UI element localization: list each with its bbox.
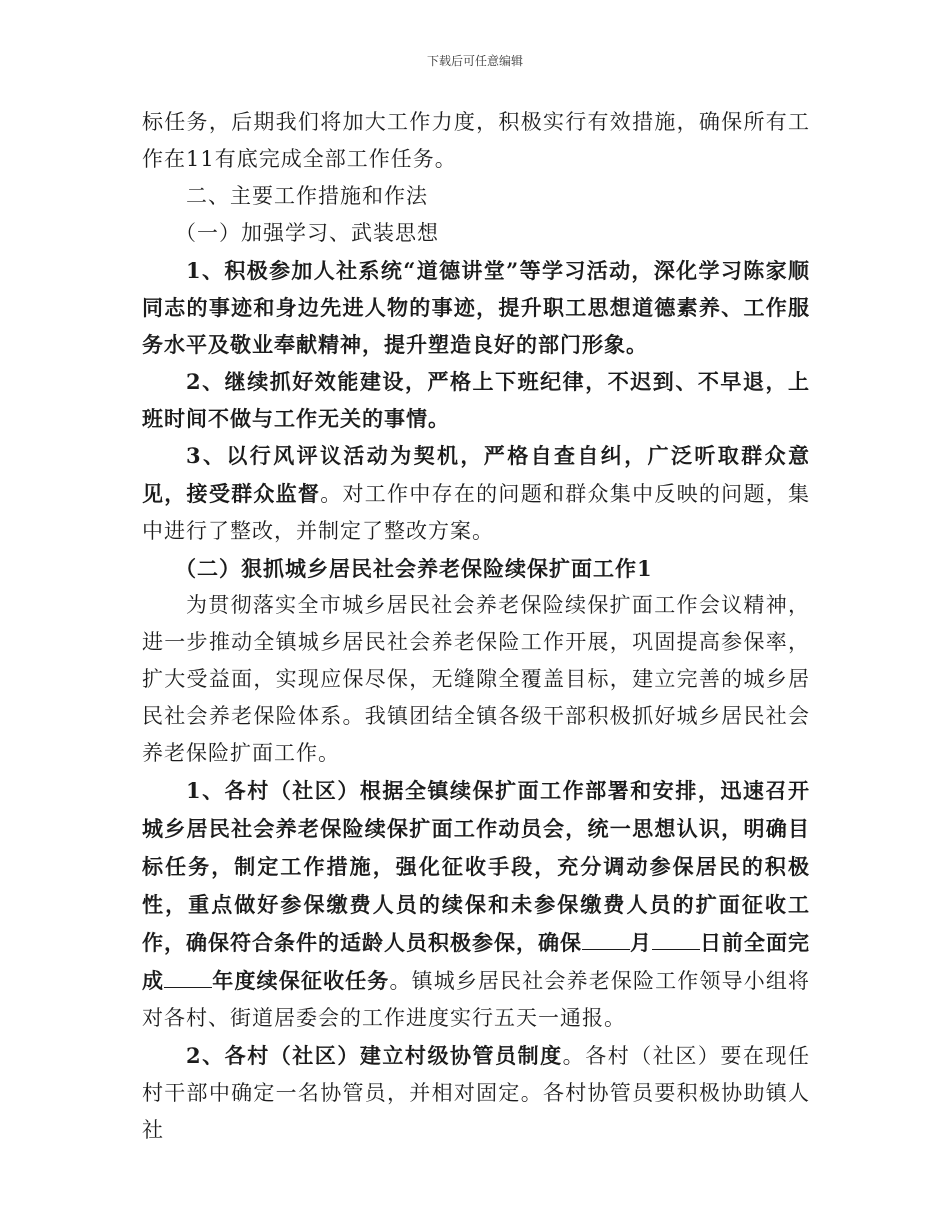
b2-bold-text: 2、各村（社区）建立村级协管员制度: [186, 1043, 563, 1068]
b2-plain-text: 。各村（社区）要在现任村干部中确定一名协管员，并相对固定。各村协管员要积极协助镇人社: [142, 1044, 810, 1142]
year-blank: [164, 967, 212, 988]
item-3-plain-text: 。对工作中存在的问题和群众集中反映的问题，集中进行了整改，并制定了整改方案。: [142, 482, 811, 543]
item-3-bold-text: 3、以行风评议活动为契机，严格自查自纠，广泛听取群众意见，接受群众监督: [142, 443, 810, 506]
item-3-review: [142, 437, 810, 550]
document-body: [142, 104, 810, 1149]
paragraph-continuation: 标任务，后期我们将加大工作力度，积极实行有效措施，确保所有工作在11有底完成全部工作任务。: [142, 110, 810, 171]
b1-day-label: 日前全面完成: [142, 930, 810, 993]
item-1-study: 1、积极参加人社系统“道德讲堂”等学习活动，深化学习陈家顺同志的事迹和身边先进人物的事迹，提升职工思想道德素养、工作服务水平及敬业奉献精神，提升塑造良好的部门形象。: [142, 258, 810, 357]
month-blank: [582, 929, 630, 950]
day-blank: [652, 929, 700, 950]
section-heading-2: 二、主要工作措施和作法: [186, 184, 428, 208]
paragraph-intro: 为贯彻落实全市城乡居民社会养老保险续保扩面工作会议精神，进一步推动全镇城乡居民社会养老保险工作开展，巩固提高参保率，扩大受益面，实现应保尽保，无缝隙全覆盖目标，建立完善的城乡居民社会养老保险体系。我镇团结全镇各级干部积极抓好城乡居民社会养老保险扩面工作。: [142, 593, 810, 765]
subsection-heading-2: （二）狠抓城乡居民社会养老保险续保扩面工作1: [175, 556, 653, 581]
b1-year-label: 年度续保征收任务: [212, 968, 390, 993]
item-b2-coordinator: [142, 1037, 810, 1149]
subsection-heading-1: （一）加强学习、武装思想: [175, 221, 439, 245]
b1-bold-text: 1、各村（社区）根据全镇续保扩面工作部署和安排，迅速召开城乡居民社会养老保险续保扩面工作动员会，统一思想认识，明确目标任务，制定工作措施，强化征收手段，充分调动参保居民的积极性，重点做好参保缴费人员的续保和未参保缴费人员的扩面征收工作，确保符合条件的适龄人员积极参保，确保: [142, 778, 810, 955]
page-header: 下载后可任意编辑: [426, 54, 523, 68]
item-2-efficiency: 2、继续抓好效能建设，严格上下班纪律，不迟到、不早退，上班时间不做与工作无关的事情。: [142, 369, 810, 431]
item-b1-villages: [142, 772, 810, 1037]
b1-plain-text: 。镇城乡居民社会养老保险工作领导小组将对各村、街道居委会的工作进度实行五天一通报。: [142, 969, 811, 1030]
b1-month-label: 月: [630, 930, 652, 955]
